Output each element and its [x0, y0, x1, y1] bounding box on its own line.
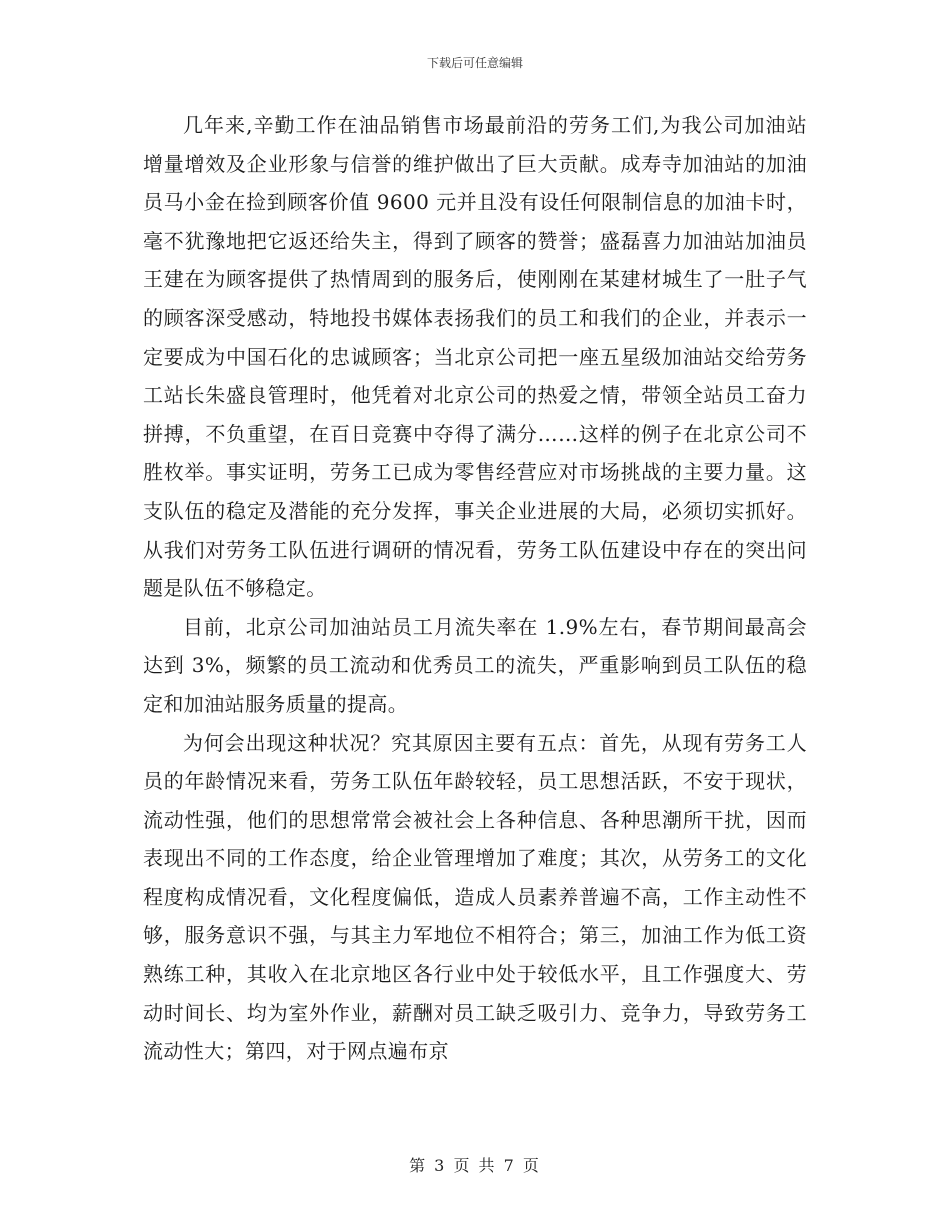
paragraph-2: 目前，北京公司加油站员工月流失率在 1.9%左右，春节期间最高会达到 3%，频繁的员工流动和优秀员工的流失，严重影响到员工队伍的稳定和加油站服务质量的提高。	[143, 614, 807, 716]
page-header-note: 下载后可任意编辑	[426, 56, 523, 70]
paragraph-3: 为何会出现这种状况？究其原因主要有五点：首先，从现有劳务工人员的年龄情况来看，劳务工队伍年龄较轻，员工思想活跃，不安于现状，流动性强，他们的思想常常会被社会上各种信息、各种思潮所干扰，因而表现出不同的工作态度，给企业管理增加了难度；其次，从劳务工的文化程度构成情况看，文化程度偏低，造成人员素养普遍不高，工作主动性不够，服务意识不强，与其主力军地位不相符合；第三，加油工作为低工资熟练工种，其收入在北京地区各行业中处于较低水平，且工作强度大、劳动时间长、均为室外作业，薪酬对员工缺乏吸引力、竞争力，导致劳务工流动性大；第四，对于网点遍布京	[143, 730, 807, 1064]
page-number-footer: 第 3 页 共 7 页	[409, 1156, 541, 1175]
paragraph-1: 几年来,辛勤工作在油品销售市场最前沿的劳务工们,为我公司加油站增量增效及企业形象与信誉的维护做出了巨大贡献。成寿寺加油站的加油员马小金在捡到顾客价值 9600 元并且没有设任何限制信息的加油卡时，毫不犹豫地把它返还给失主，得到了顾客的赞誉；盛磊喜力加油站加油员王建在为顾客提供了热情周到的服务后，使刚刚在某建材城生了一肚子气的顾客深受感动，特地投书媒体表扬我们的员工和我们的企业，并表示一定要成为中国石化的忠诚顾客；当北京公司把一座五星级加油站交给劳务工站长朱盛良管理时，他凭着对北京公司的热爱之情，带领全站员工奋力拼搏，不负重望，在百日竞赛中夺得了满分……这样的例子在北京公司不胜枚举。事实证明，劳务工已成为零售经营应对市场挑战的主要力量。这支队伍的稳定及潜能的充分发挥，事关企业进展的大局，必须切实抓好。从我们对劳务工队伍进行调研的情况看，劳务工队伍建设中存在的突出问题是队伍不够稳定。	[143, 113, 807, 601]
document-body	[143, 106, 807, 1071]
